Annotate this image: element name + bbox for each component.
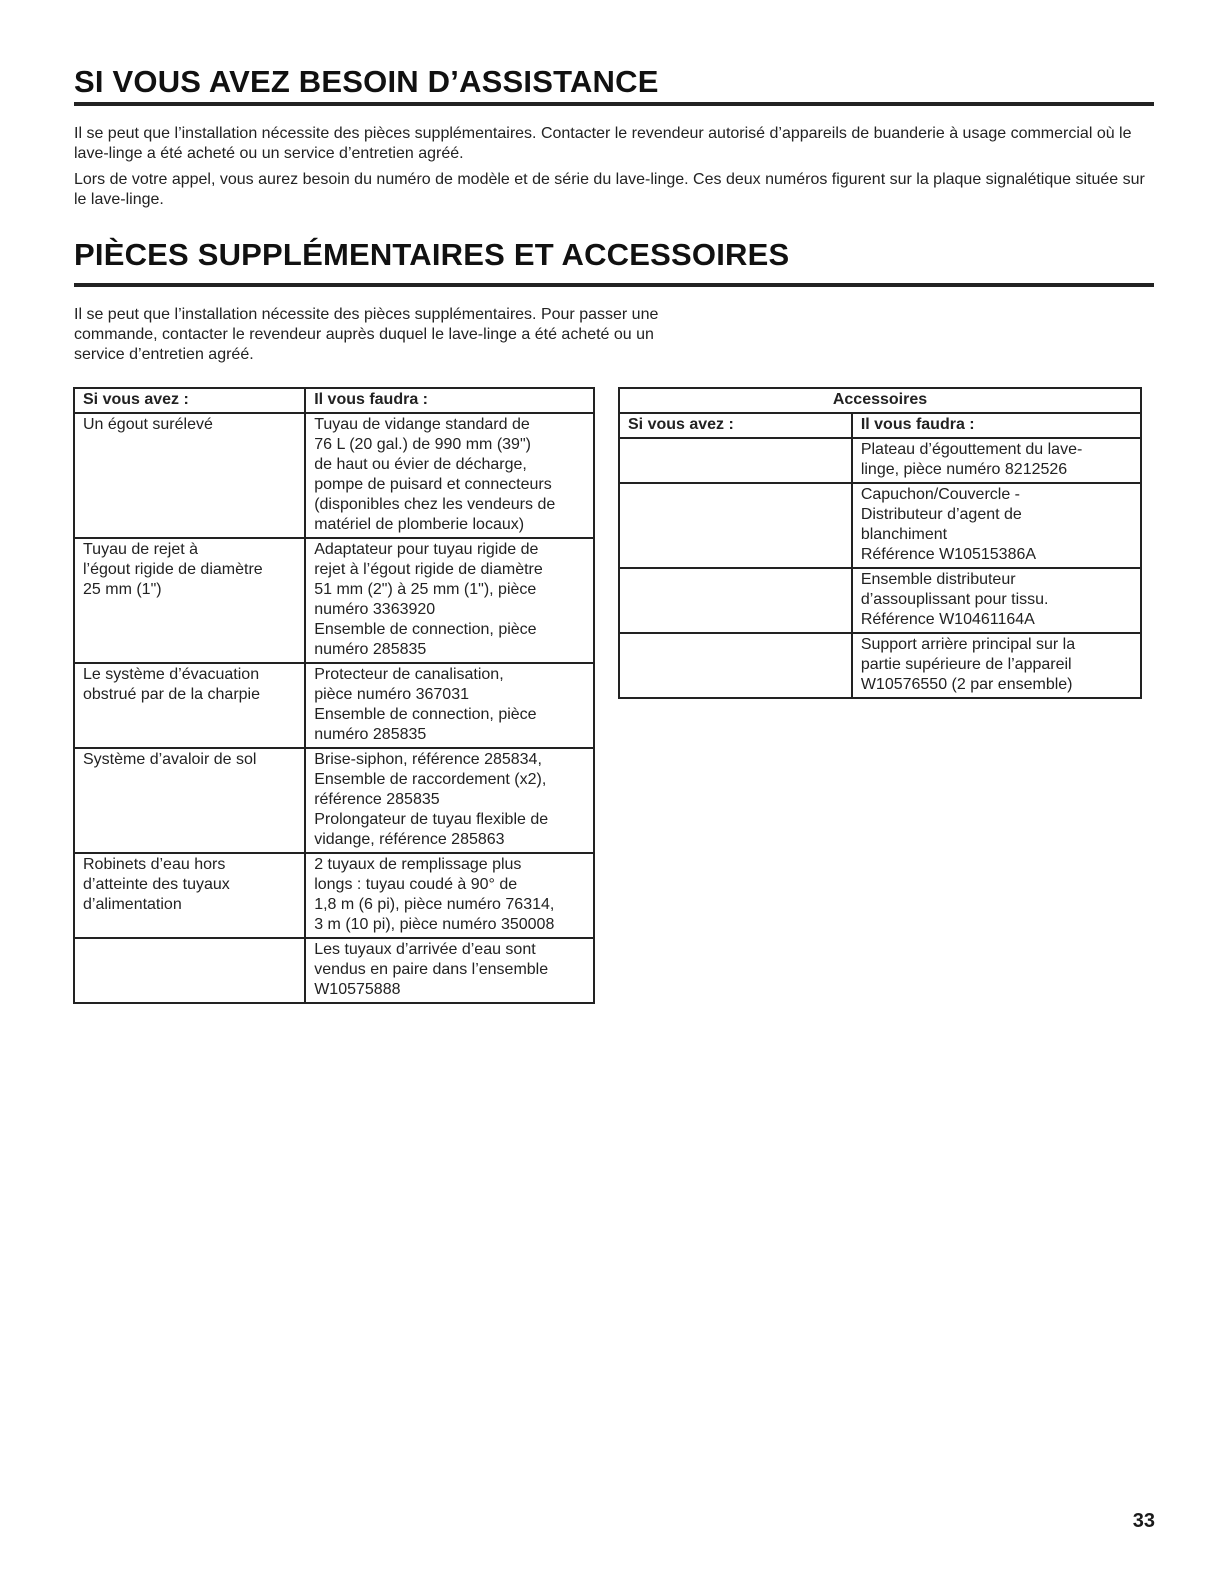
parts-intro-line: Il se peut que l’installation nécessite des pièces supplémentaires. — [74, 306, 537, 323]
cell-have — [74, 748, 305, 853]
accessories-caption-row — [619, 388, 1141, 413]
cell-line: Robinets d’eau hors — [83, 856, 226, 873]
cell-have — [619, 438, 852, 483]
cell-need — [852, 483, 1141, 568]
cell-line: Un égout surélevé — [83, 416, 213, 433]
cell-have — [74, 413, 305, 538]
cell-line: Protecteur de canalisation, — [314, 666, 504, 683]
table-row — [74, 938, 594, 1003]
cell-line: Distributeur d’agent de — [860, 506, 1022, 523]
cell-line: Support arrière principal sur la — [860, 636, 1076, 653]
assistance-title: SI VOUS AVEZ BESOIN D’ASSISTANCE — [74, 64, 659, 99]
cell-need — [852, 438, 1141, 483]
cell-have — [74, 663, 305, 748]
cell-need — [305, 853, 594, 938]
cell-line: obstrué par de la charpie — [83, 686, 260, 703]
cell-line: numéro 3363920 — [314, 601, 436, 618]
cell-line: Ensemble distributeur — [860, 571, 1016, 588]
accessories-header-need: Il vous faudra : — [852, 413, 1141, 438]
table-row — [74, 538, 594, 663]
table-row — [74, 663, 594, 748]
cell-need — [852, 568, 1141, 633]
parts-intro-line: duquel le lave-linge a été acheté ou un service d’entretien agréé. — [74, 326, 654, 363]
parts-header-have: Si vous avez : — [74, 388, 305, 413]
cell-have — [74, 538, 305, 663]
assistance-rule — [74, 102, 1154, 106]
cell-have — [74, 853, 305, 938]
cell-have — [619, 568, 852, 633]
parts-header-need: Il vous faudra : — [305, 388, 594, 413]
cell-have — [619, 483, 852, 568]
cell-line: Brise-siphon, référence 285834, — [314, 751, 542, 768]
cell-have — [74, 938, 305, 1003]
cell-line: 76 L (20 gal.) de 990 mm (39") — [314, 436, 531, 453]
accessories-header-have: Si vous avez : — [619, 413, 852, 438]
cell-need — [305, 663, 594, 748]
cell-line: 25 mm (1") — [83, 581, 162, 598]
cell-line: l’égout rigide de diamètre — [83, 561, 263, 578]
parts-rule — [74, 283, 1154, 287]
assistance-paragraph-1: Il se peut que l’installation nécessite des pièces supplémentaires. Contacter le revendeur autorisé d’appareils de buanderie à usage commercial où le lave-linge a été acheté ou un service d’entretien agréé. — [74, 125, 1132, 162]
table-row — [74, 413, 594, 538]
cell-line: référence 285835 — [314, 791, 440, 808]
cell-line: Référence W10461164A — [860, 611, 1035, 628]
cell-line: Les tuyaux d’arrivée d’eau sont — [314, 941, 536, 958]
cell-line: vidange, référence 285863 — [314, 831, 505, 848]
cell-line: vendus en paire dans l’ensemble — [314, 961, 549, 978]
accessories-table — [618, 387, 1142, 699]
cell-line: matériel de plomberie locaux) — [314, 516, 525, 533]
table-row — [619, 438, 1141, 483]
cell-line: rejet à l’égout rigide de diamètre — [314, 561, 543, 578]
cell-line: d’atteinte des tuyaux — [83, 876, 230, 893]
cell-line: Tuyau de vidange standard de — [314, 416, 530, 433]
page-number: 33 — [1132, 1510, 1155, 1532]
table-row — [74, 748, 594, 853]
cell-line: W10576550 (2 par ensemble) — [860, 676, 1073, 693]
cell-need — [305, 538, 594, 663]
parts-title: PIÈCES SUPPLÉMENTAIRES ET ACCESSOIRES — [74, 237, 790, 272]
cell-line: W10575888 — [314, 981, 401, 998]
cell-line: Plateau d’égouttement du lave- — [860, 441, 1083, 458]
parts-intro — [74, 305, 674, 365]
cell-line: (disponibles chez les vendeurs de — [314, 496, 556, 513]
cell-line: d’alimentation — [83, 896, 182, 913]
accessories-header-row — [619, 413, 1141, 438]
cell-line: Ensemble de connection, pièce — [314, 621, 537, 638]
cell-line: Système d’avaloir de sol — [83, 751, 257, 768]
parts-table — [73, 387, 595, 1004]
cell-line: blanchiment — [860, 526, 948, 543]
accessories-caption: Accessoires — [619, 388, 1141, 413]
cell-line: numéro 285835 — [314, 726, 427, 743]
cell-line: Référence W10515386A — [860, 546, 1037, 563]
cell-line: d’assouplissant pour tissu. — [860, 591, 1049, 608]
cell-line: 2 tuyaux de remplissage plus — [314, 856, 522, 873]
cell-need — [305, 413, 594, 538]
cell-line: Adaptateur pour tuyau rigide de — [314, 541, 539, 558]
table-row — [619, 568, 1141, 633]
cell-line: pièce numéro 367031 — [314, 686, 469, 703]
table-row — [619, 483, 1141, 568]
cell-line: Prolongateur de tuyau flexible de — [314, 811, 549, 828]
cell-line: longs : tuyau coudé à 90° de — [314, 876, 518, 893]
table-row — [74, 853, 594, 938]
cell-line: 1,8 m (6 pi), pièce numéro 76314, — [314, 896, 555, 913]
cell-line: partie supérieure de l’appareil — [860, 656, 1072, 673]
cell-need — [305, 748, 594, 853]
cell-need — [305, 938, 594, 1003]
parts-table-header-row — [74, 388, 594, 413]
cell-line: Tuyau de rejet à — [83, 541, 199, 558]
cell-line: Le système d’évacuation — [83, 666, 260, 683]
table-row — [619, 633, 1141, 698]
cell-line: linge, pièce numéro 8212526 — [860, 461, 1068, 478]
cell-line: de haut ou évier de décharge, — [314, 456, 527, 473]
cell-line: numéro 285835 — [314, 641, 427, 658]
cell-line: Ensemble de raccordement (x2), — [314, 771, 547, 788]
cell-line: Ensemble de connection, pièce — [314, 706, 537, 723]
cell-line: 51 mm (2") à 25 mm (1"), pièce — [314, 581, 537, 598]
cell-have — [619, 633, 852, 698]
cell-line: Capuchon/Couvercle - — [860, 486, 1021, 503]
cell-line: pompe de puisard et connecteurs — [314, 476, 552, 493]
cell-line: 3 m (10 pi), pièce numéro 350008 — [314, 916, 555, 933]
assistance-paragraph-2: Lors de votre appel, vous aurez besoin du numéro de modèle et de série du lave-linge. Ces deux numéros figurent sur la plaque signalétique située sur le lave-linge. — [74, 171, 1145, 208]
parts-intro-line: Pour passer une commande, contacter le revendeur auprès — [74, 306, 659, 343]
cell-need — [852, 633, 1141, 698]
